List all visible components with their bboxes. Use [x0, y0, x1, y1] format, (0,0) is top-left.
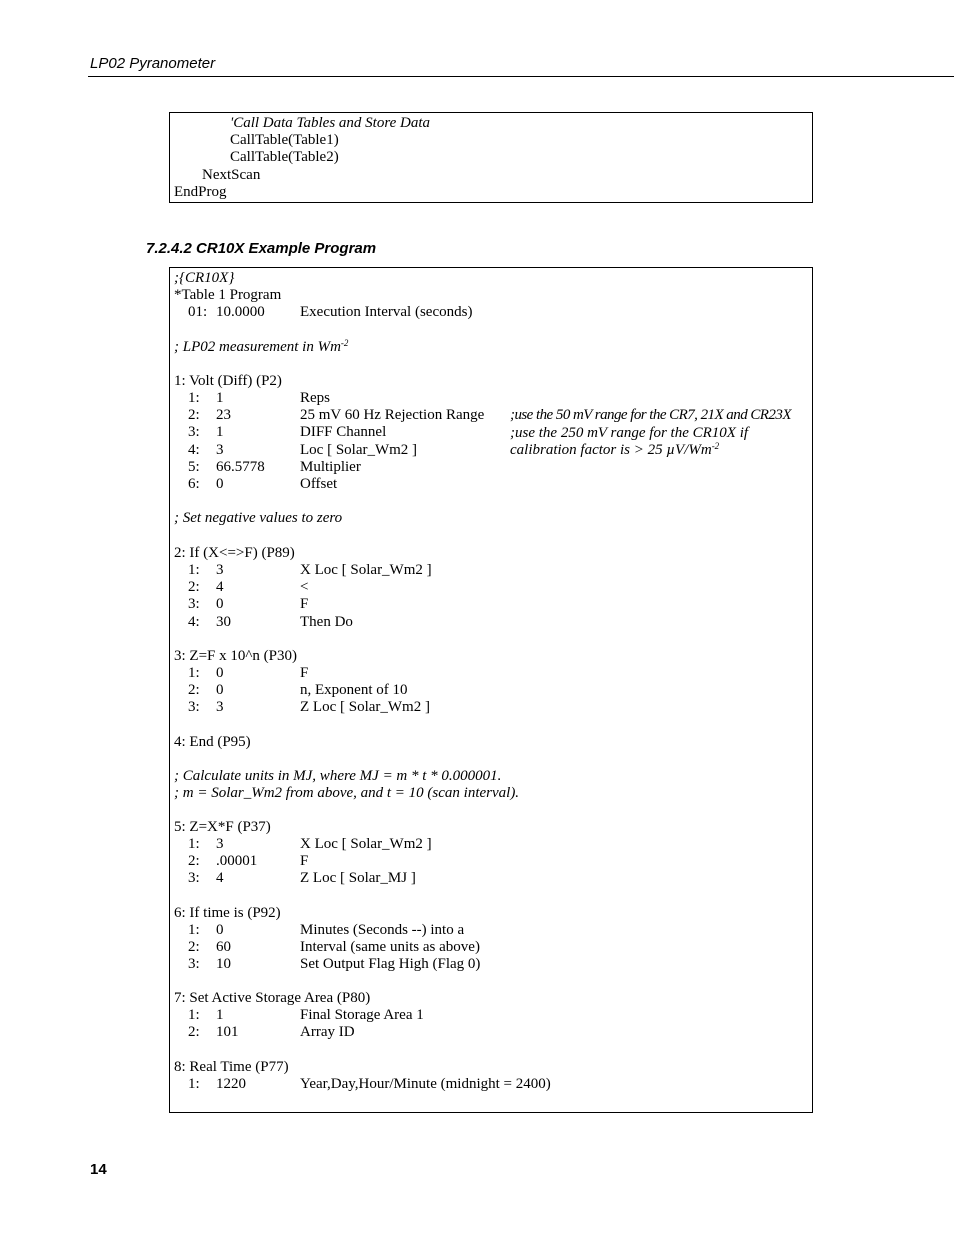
- param-description: Final Storage Area 1: [300, 1007, 424, 1023]
- param-number: 2:: [188, 939, 200, 956]
- param-value: 30: [216, 613, 231, 630]
- param-description: 25 mV 60 Hz Rejection Range: [300, 407, 485, 424]
- param-description: Z Loc [ Solar_MJ ]: [300, 870, 416, 887]
- param-number: 1:: [188, 665, 200, 681]
- param-description: n, Exponent of 10: [300, 682, 408, 699]
- param-description: F: [300, 665, 309, 681]
- table-heading: *Table 1 Program: [174, 287, 282, 303]
- param-value: 23: [216, 407, 231, 424]
- param-number: 5:: [188, 458, 200, 475]
- param-value: 4: [216, 870, 224, 887]
- range-note-3: calibration factor is > 25 $\mu V/Wm^{-2}$: [510, 441, 720, 458]
- param-description: F: [300, 596, 309, 613]
- param-description: F: [300, 853, 309, 870]
- code-line: NextScan: [202, 167, 261, 183]
- comment-calc-2: ; m = Solar_Wm2 from above, and t = 10 (scan interval).: [174, 785, 520, 801]
- param-number: 3:: [188, 870, 200, 887]
- param-number: 1:: [188, 1076, 200, 1092]
- range-note-2: ;use the 250 mV range for the CR10X if: [510, 425, 749, 441]
- param-description: Reps: [300, 390, 330, 406]
- param-number: 4:: [188, 441, 200, 458]
- param-number: 3:: [188, 956, 200, 973]
- range-note-1: ;use the 50 mV range for the CR7, 21X and CR23X: [510, 407, 791, 423]
- instruction-4-title: 4: End (P95): [174, 734, 251, 750]
- comment-measurement: ; LP02 measurement in $Wm^{-2}$: [174, 338, 349, 355]
- program-header-comment: ;{CR10X}: [174, 270, 235, 286]
- param-description: Minutes (Seconds --) into a: [300, 922, 465, 938]
- param-description: Year,Day,Hour/Minute (midnight = 2400): [300, 1076, 551, 1092]
- param-number: 1:: [188, 1007, 200, 1023]
- param-value: 3: [216, 699, 224, 716]
- param-description: DIFF Channel: [300, 424, 387, 441]
- code-comment: 'Call Data Tables and Store Data: [230, 115, 431, 131]
- code-line: CallTable(Table1): [230, 132, 339, 148]
- param-number: 2:: [188, 407, 200, 424]
- param-value: .00001: [216, 853, 258, 870]
- exec-val: 10.0000: [216, 304, 265, 320]
- param-value: 0: [216, 476, 224, 492]
- comment-calc-1: ; Calculate units in MJ, where MJ = m * t * 0.000001.: [174, 768, 502, 784]
- instruction-2-title: 2: If (X<=>F) (P89): [174, 545, 295, 561]
- param-value: 1: [216, 424, 224, 441]
- param-number: 2:: [188, 1024, 200, 1041]
- param-number: 6:: [188, 476, 200, 492]
- param-value: 3: [216, 441, 224, 458]
- comment-negative: ; Set negative values to zero: [174, 510, 343, 526]
- param-description: X Loc [ Solar_Wm2 ]: [300, 562, 432, 578]
- running-header: LP02 Pyranometer: [90, 55, 216, 72]
- code-box-cr10x-program: [169, 267, 813, 1113]
- code-line: EndProg: [174, 184, 227, 200]
- param-number: 2:: [188, 853, 200, 870]
- param-description: Then Do: [300, 613, 353, 630]
- param-description: Set Output Flag High (Flag 0): [300, 956, 481, 973]
- header-rule: [88, 76, 954, 77]
- param-description: Multiplier: [300, 458, 361, 475]
- param-value: 0: [216, 682, 224, 699]
- param-number: 1:: [188, 562, 200, 578]
- instruction-1-title: 1: Volt (Diff) (P2): [174, 373, 282, 389]
- param-description: Z Loc [ Solar_Wm2 ]: [300, 699, 430, 716]
- param-number: 4:: [188, 613, 200, 630]
- param-value: 101: [216, 1024, 239, 1041]
- param-value: 60: [216, 939, 231, 956]
- param-number: 3:: [188, 424, 200, 441]
- code-line: CallTable(Table2): [230, 149, 339, 165]
- param-value: 0: [216, 596, 224, 613]
- param-number: 1:: [188, 922, 200, 938]
- param-number: 2:: [188, 682, 200, 699]
- param-number: 1:: [188, 836, 200, 852]
- param-value: 4: [216, 579, 224, 596]
- param-description: <: [300, 579, 309, 596]
- param-number: 1:: [188, 390, 200, 406]
- param-number: 3:: [188, 596, 200, 613]
- param-description: Interval (same units as above): [300, 939, 480, 956]
- param-description: X Loc [ Solar_Wm2 ]: [300, 836, 432, 852]
- param-description: Offset: [300, 476, 338, 492]
- exec-num: 01:: [188, 304, 208, 320]
- param-description: Array ID: [300, 1024, 355, 1041]
- param-value: 3: [216, 836, 224, 852]
- param-value: 0: [216, 922, 224, 938]
- instruction-8-title: 8: Real Time (P77): [174, 1059, 289, 1075]
- instruction-7-title: 7: Set Active Storage Area (P80): [174, 990, 371, 1006]
- instruction-3-title: 3: Z=F x 10^n (P30): [174, 648, 298, 664]
- param-value: 1: [216, 390, 224, 406]
- instruction-6-title: 6: If time is (P92): [174, 905, 281, 921]
- param-number: 3:: [188, 699, 200, 716]
- param-value: 10: [216, 956, 231, 973]
- page-number: 14: [90, 1161, 107, 1178]
- param-value: 66.5778: [216, 458, 265, 475]
- param-value: 3: [216, 562, 224, 578]
- param-value: 0: [216, 665, 224, 681]
- exec-desc: Execution Interval (seconds): [300, 304, 473, 320]
- param-number: 2:: [188, 579, 200, 596]
- param-value: 1220: [216, 1076, 246, 1092]
- section-title: 7.2.4.2 CR10X Example Program: [146, 240, 377, 257]
- param-value: 1: [216, 1007, 224, 1023]
- code-box-crbasic-tail: [169, 112, 813, 203]
- instruction-5-title: 5: Z=X*F (P37): [174, 819, 271, 835]
- param-description: Loc [ Solar_Wm2 ]: [300, 441, 418, 458]
